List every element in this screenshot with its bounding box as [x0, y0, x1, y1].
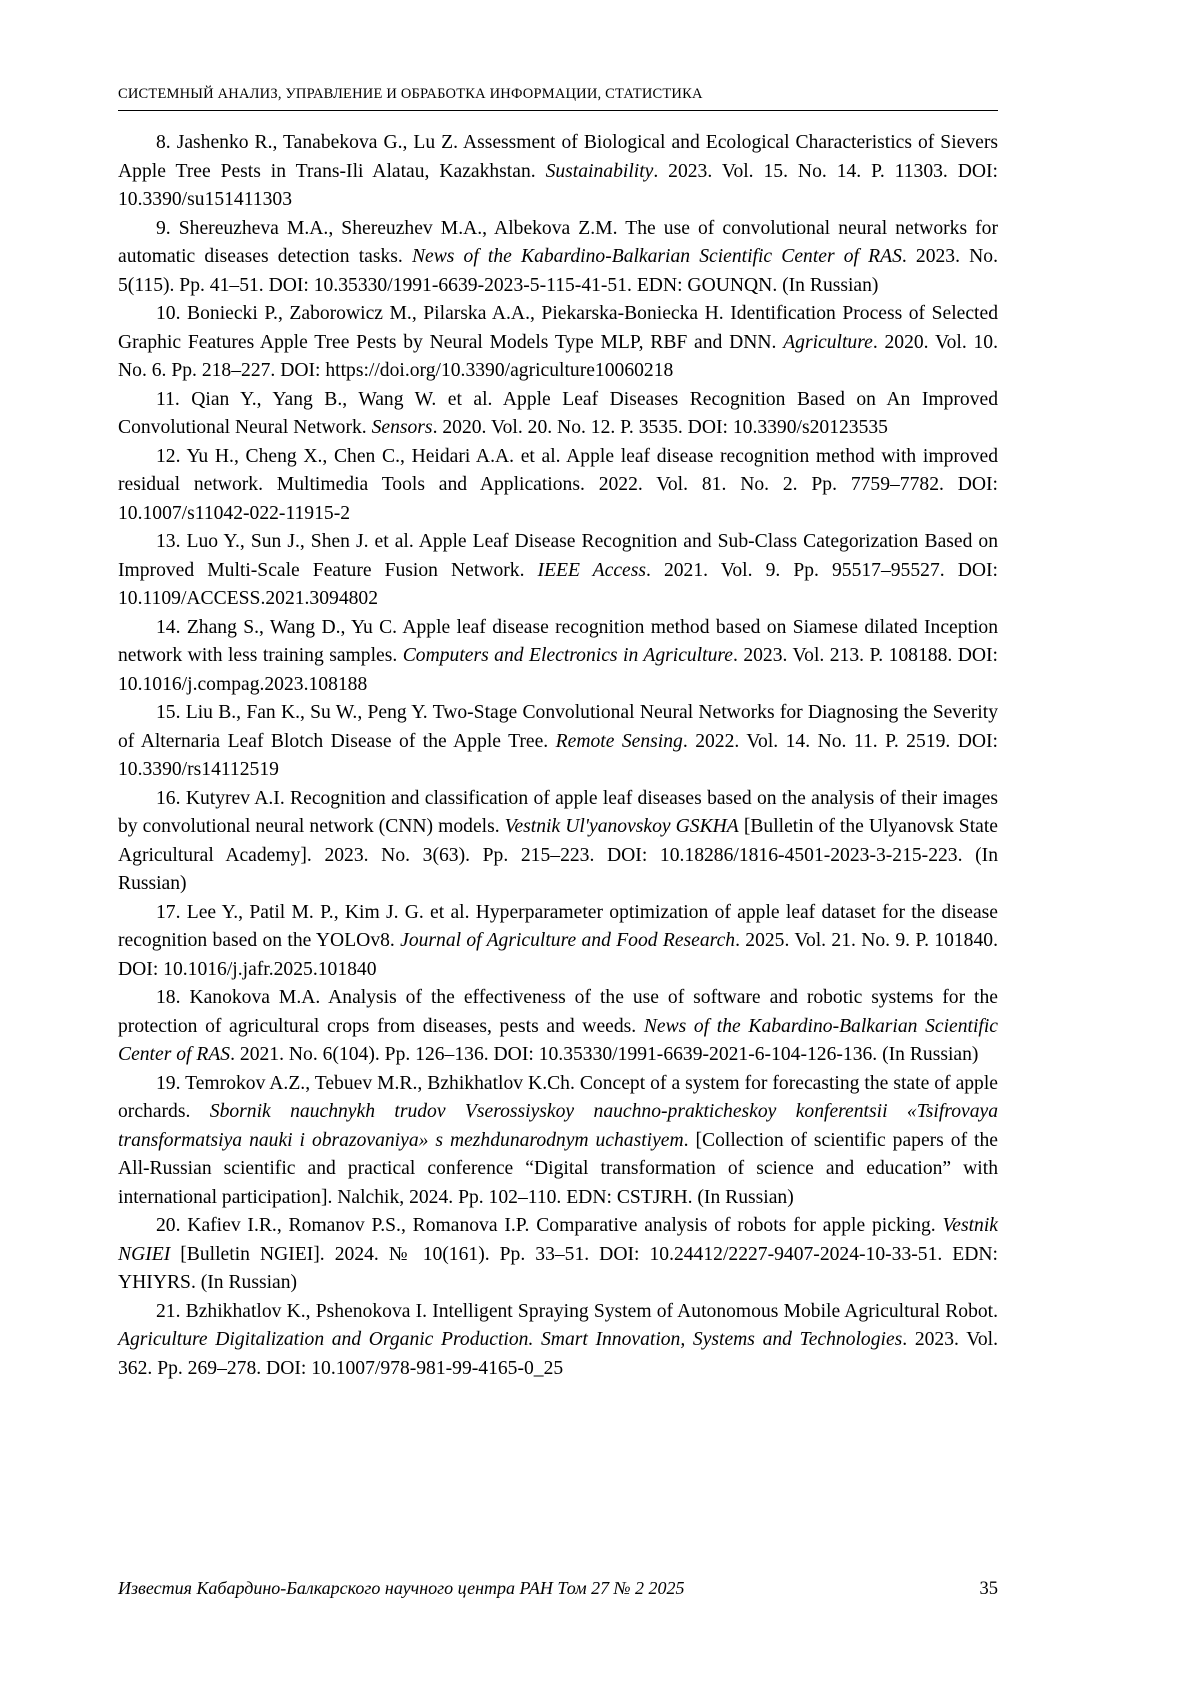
reference-text: 14. Zhang S., Wang D., Yu C. Apple leaf disease recognition method based on Siamese dilated Inception network with less training samples.	[118, 616, 998, 666]
reference-text: . 2022. Vol. 14. No. 11. P. 2519. DOI: 10.3390/rs14112519	[118, 730, 998, 780]
page-content	[118, 86, 998, 1383]
reference-item	[118, 1070, 998, 1213]
reference-source-title: Vestnik Ul'yanovskoy GSKHA	[504, 816, 739, 837]
reference-text: 10. Boniecki P., Zaborowicz M., Pilarska A.A., Piekarska-Boniecka H. Identification Process of Selected Graphic Features Apple Tree Pests by Neural Models Type MLP, RBF and DNN.	[118, 303, 998, 353]
reference-source-title: News of the Kabardino-Balkarian Scientific Center of RAS	[118, 1015, 998, 1065]
reference-source-title: Agriculture	[783, 331, 873, 353]
reference-text: . 2023. Vol. 213. P. 108188. DOI: 10.1016/j.compag.2023.108188	[118, 645, 999, 695]
reference-source-title: Agriculture Digitalization and Organic Production. Smart Innovation, Systems and Technologies	[118, 1329, 903, 1350]
reference-text: 11. Qian Y., Yang B., Wang W. et al. Apple Leaf Diseases Recognition Based on An Improved Convolutional Neural Network.	[118, 388, 998, 438]
reference-text: . 2025. Vol. 21. No. 9. P. 101840. DOI: 10.1016/j.jafr.2025.101840	[118, 930, 998, 980]
page-footer	[118, 1578, 998, 1600]
reference-item	[118, 386, 998, 443]
reference-source-title: Vestnik NGIEI	[118, 1215, 998, 1265]
reference-text: 21. Bzhikhatlov K., Pshenokova I. Intelligent Spraying System of Autonomous Mobile Agricultural Robot.	[156, 1300, 998, 1322]
running-head: СИСТЕМНЫЙ АНАЛИЗ, УПРАВЛЕНИЕ И ОБРАБОТКА ИНФОРМАЦИИ, СТАТИСТИКА	[118, 86, 703, 102]
reference-text: . 2020. Vol. 10. No. 6. Pp. 218–227. DOI: https://doi.org/10.3390/agriculture10060218	[118, 331, 998, 381]
reference-source-title: Computers and Electronics in Agriculture	[402, 645, 733, 666]
reference-text: 8. Jashenko R., Tanabekova G., Lu Z. Assessment of Biological and Ecological Characteristics of Sievers Apple Tree Pests in Trans-Ili Alatau, Kazakhstan.	[118, 132, 998, 182]
reference-text: . 2023. Vol. 362. Pp. 269–278. DOI: 10.1007/978-981-99-4165-0_25	[118, 1329, 998, 1379]
reference-item	[118, 300, 998, 386]
reference-text: 13. Luo Y., Sun J., Shen J. et al. Apple Leaf Disease Recognition and Sub-Class Categorization Based on Improved Multi-Scale Feature Fusion Network.	[118, 531, 998, 581]
reference-source-title: Remote Sensing	[555, 730, 683, 752]
reference-item	[118, 1212, 998, 1298]
reference-text: [Bulletin of the Ulyanovsk State Agricultural Academy]. 2023. No. 3(63). Pp. 215–223. DOI: 10.18286/1816-4501-2023-3-215-223. (In Russian)	[118, 816, 998, 894]
footer-page-number: 35	[979, 1579, 998, 1599]
reference-source-title: Sustainability	[545, 160, 654, 182]
reference-text: 16. Kutyrev A.I. Recognition and classification of apple leaf diseases based on the analysis of their images by convolutional neural network (CNN) models.	[118, 787, 998, 837]
reference-text: 20. Kafiev I.R., Romanov P.S., Romanova I.P. Comparative analysis of robots for apple picking.	[156, 1215, 943, 1236]
reference-text: 15. Liu B., Fan K., Su W., Peng Y. Two-Stage Convolutional Neural Networks for Diagnosing the Severity of Alternaria Leaf Blotch Disease of the Apple Tree.	[118, 702, 998, 752]
reference-source-title: News of the Kabardino-Balkarian Scientific Center of RAS	[411, 246, 902, 267]
references-list	[118, 129, 998, 1383]
reference-text: . [Collection of scientific papers of the All-Russian scientific and practical conference “Digital transformation of science and education” with international participation]. Nalchik, 2024. Pp. 102–110. EDN: CSTJRH. (In Russian)	[118, 1129, 998, 1208]
reference-item	[118, 785, 998, 899]
reference-text: 17. Lee Y., Patil M. P., Kim J. G. et al. Hyperparameter optimization of apple leaf dataset for the disease recognition based on the YOLOv8.	[118, 901, 998, 951]
reference-text: 9. Shereuzheva M.A., Shereuzhev M.A., Albekova Z.M. The use of convolutional neural networks for automatic diseases detection tasks.	[118, 217, 998, 267]
reference-item	[118, 1298, 998, 1384]
footer-journal-line: Известия Кабардино-Балкарского научного центра РАН Том 27 № 2 2025	[118, 1578, 685, 1598]
reference-text: 19. Temrokov A.Z., Tebuev M.R., Bzhikhatlov K.Ch. Concept of a system for forecasting the state of apple orchards.	[118, 1072, 998, 1122]
reference-text: . 2020. Vol. 20. No. 12. P. 3535. DOI: 10.3390/s20123535	[432, 417, 888, 438]
reference-text: . 2021. Vol. 9. Pp. 95517–95527. DOI: 10.1109/ACCESS.2021.3094802	[118, 559, 998, 609]
reference-source-title: Sbornik nauchnykh trudov Vserossiyskoy nauchno-prakticheskoy konferentsii «Tsifrovaya transformatsiya nauki i obrazovaniya» s mezhdunarodnym uchastiyem	[118, 1101, 998, 1151]
reference-item	[118, 215, 998, 301]
reference-source-title: IEEE Access	[537, 559, 646, 581]
reference-text: . 2023. Vol. 15. No. 14. P. 11303. DOI: 10.3390/su151411303	[118, 160, 999, 210]
header-rule	[118, 110, 998, 111]
reference-text: [Bulletin NGIEI]. 2024. № 10(161). Pp. 33–51. DOI: 10.24412/2227-9407-2024-10-33-51. EDN: YHIYRS. (In Russian)	[118, 1243, 998, 1293]
reference-source-title: Sensors	[371, 417, 433, 438]
reference-text: . 2021. No. 6(104). Pp. 126–136. DOI: 10.35330/1991-6639-2021-6-104-126-136. (In Russian)	[230, 1044, 979, 1065]
reference-text: . 2023. No. 5(115). Pp. 41–51. DOI: 10.35330/1991-6639-2023-5-115-41-51. EDN: GOUNQN. (In Russian)	[118, 246, 998, 296]
reference-text: 12. Yu H., Cheng X., Chen C., Heidari A.A. et al. Apple leaf disease recognition method with improved residual network. Multimedia Tools and Applications. 2022. Vol. 81. No. 2. Pp. 7759–7782. DOI: 10.1007/s11042-022-11915-2	[118, 445, 998, 524]
reference-item	[118, 984, 998, 1070]
reference-item	[118, 699, 998, 785]
reference-item	[118, 528, 998, 614]
reference-item	[118, 899, 998, 985]
reference-source-title: Journal of Agriculture and Food Research	[400, 930, 736, 951]
reference-item	[118, 129, 998, 215]
reference-text: 18. Kanokova M.A. Analysis of the effectiveness of the use of software and robotic systems for the protection of agricultural crops from diseases, pests and weeds.	[118, 987, 998, 1037]
reference-item	[118, 614, 998, 700]
reference-item	[118, 443, 998, 529]
